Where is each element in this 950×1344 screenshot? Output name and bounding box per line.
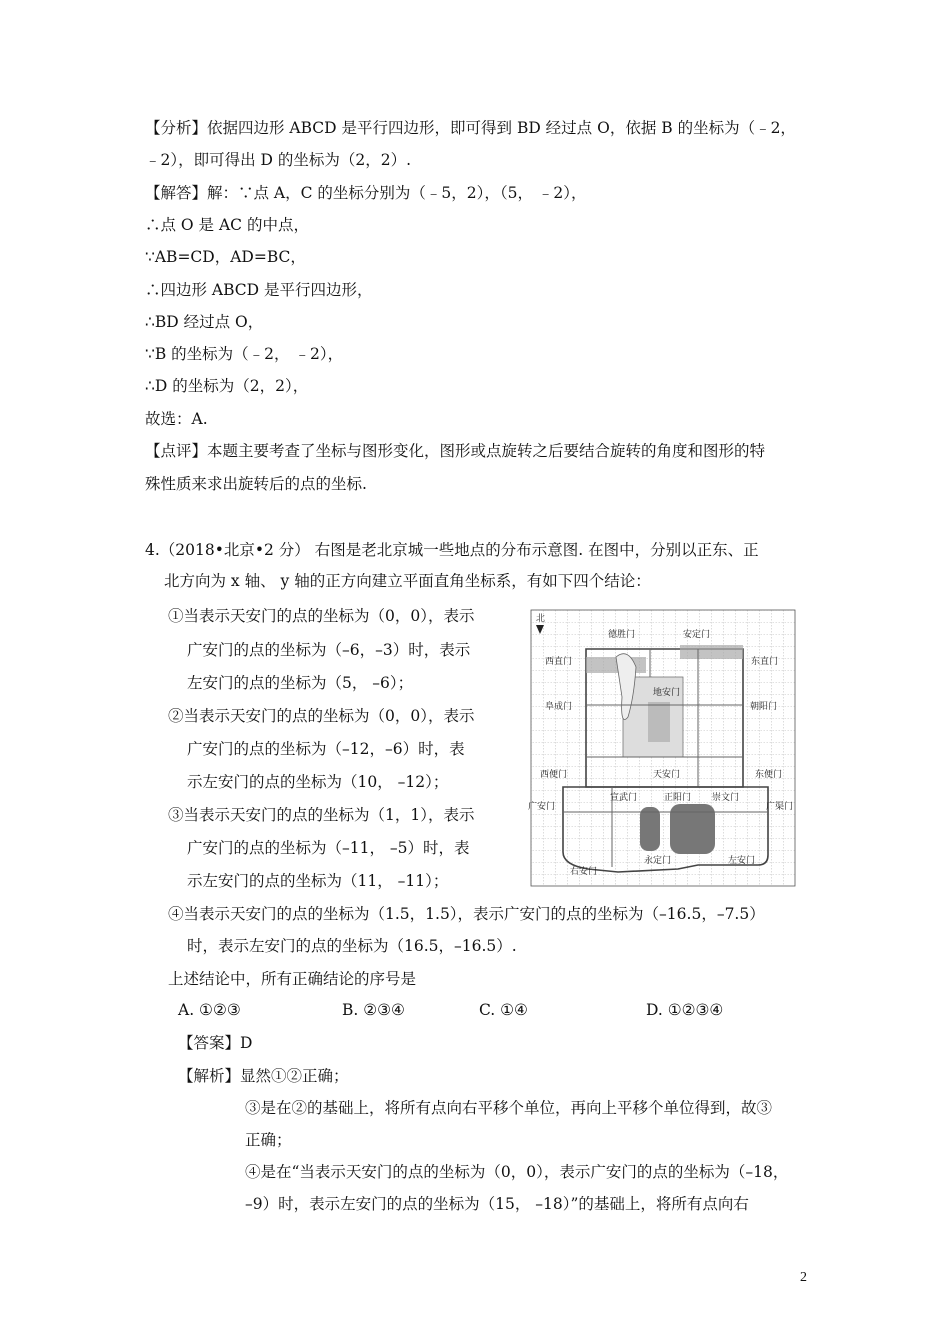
- label-yongdingmen: 永定门: [644, 856, 672, 866]
- question-stem-line-1: 4.（2018•北京•2 分） 右图是老北京城一些地点的分布示意图. 在图中，分别以正东、正: [145, 541, 759, 559]
- explanation-line-1: 【解析】显然①②正确；: [178, 1067, 349, 1085]
- temple-west: [640, 807, 660, 851]
- explanation-line-5: –9）时，表示左安门的点的坐标为（15， –18）”的基础上，将所有点向右: [245, 1195, 749, 1213]
- question-prompt: 上述结论中，所有正确结论的序号是: [168, 970, 417, 988]
- solution-line-4: ∴四边形 ABCD 是平行四边形，: [145, 281, 373, 299]
- label-zuoanmen: 左安门: [728, 856, 756, 866]
- option-b: B. ②③④: [342, 1001, 405, 1019]
- solution-line-5: ∴BD 经过点 O，: [145, 313, 264, 331]
- statement-4-line-1: ④当表示天安门的点的坐标为（1.5，1.5），表示广安门的点的坐标为（–16.5，–7.5）: [168, 905, 765, 923]
- statement-2-line-2: 广安门的点的坐标为（–12，–6）时，表: [187, 740, 465, 758]
- statement-3-line-3: 示左安门的点的坐标为（11， –11）；: [187, 872, 449, 890]
- solution-line-1: 【解答】解：∵点 A，C 的坐标分别为（﹣5，2），（5， ﹣2），: [145, 184, 587, 202]
- analysis-line-2: ﹣2），即可得出 D 的坐标为（2，2）.: [145, 151, 412, 169]
- statement-1-line-2: 广安门的点的坐标为（–6，–3）时，表示: [187, 641, 471, 659]
- option-d: D. ①②③④: [646, 1001, 724, 1019]
- label-xuanwumen: 宣武门: [610, 793, 638, 803]
- label-youanmen: 右安门: [570, 867, 598, 877]
- label-dianmen: 地安门: [653, 688, 681, 698]
- statement-2-line-3: 示左安门的点的坐标为（10， –12）；: [187, 773, 449, 791]
- solution-line-6: ∵B 的坐标为（﹣2， ﹣2），: [145, 345, 344, 363]
- label-chaoyangmen: 朝阳门: [750, 702, 778, 712]
- explanation-line-2: ③是在②的基础上，将所有点向右平移个单位，再向上平移个单位得到，故③: [245, 1099, 773, 1117]
- statement-4-line-2: 时，表示左安门的点的坐标为（16.5，–16.5）.: [187, 937, 517, 955]
- label-guanganmen: 广安门: [528, 802, 556, 812]
- north-label: 北: [536, 614, 546, 624]
- shade-east: [680, 645, 743, 659]
- explanation-line-3: 正确；: [245, 1131, 292, 1149]
- option-a: A. ①②③: [178, 1001, 241, 1019]
- label-fuchengmen: 阜成门: [545, 702, 573, 712]
- label-dongzhimen: 东直门: [751, 657, 779, 667]
- solution-line-3: ∵AB=CD，AD=BC，: [145, 248, 306, 266]
- label-guangqumen: 广渠门: [766, 802, 794, 812]
- analysis-line-1: 【分析】依据四边形 ABCD 是平行四边形，即可得到 BD 经过点 O，依据 B 的坐标为（﹣2，: [145, 119, 796, 137]
- label-tiananmen: 天安门: [653, 770, 681, 780]
- label-xizhimen: 西直门: [545, 657, 573, 667]
- label-andingmen: 安定门: [683, 630, 711, 640]
- solution-line-7: ∴D 的坐标为（2，2），: [145, 377, 309, 395]
- comment-line-2: 殊性质来求出旋转后的点的坐标.: [145, 475, 367, 493]
- label-xibianmen: 西便门: [540, 770, 568, 780]
- forbidden-city: [648, 702, 670, 742]
- solution-line-2: ∴点 O 是 AC 的中点，: [145, 216, 309, 234]
- label-dongbianmen: 东便门: [755, 770, 783, 780]
- statement-1-line-1: ①当表示天安门的点的坐标为（0，0），表示: [168, 607, 475, 625]
- question-stem-line-2: 北方向为 x 轴、 y 轴的正方向建立平面直角坐标系，有如下四个结论：: [164, 572, 651, 590]
- statement-1-line-3: 左安门的点的坐标为（5， –6）；: [187, 674, 414, 692]
- page-number: 2: [800, 1270, 807, 1285]
- statement-2-line-1: ②当表示天安门的点的坐标为（0，0），表示: [168, 707, 475, 725]
- answer: 【答案】D: [178, 1034, 253, 1052]
- solution-line-8: 故选：A.: [145, 410, 208, 428]
- comment-line-1: 【点评】本题主要考查了坐标与图形变化，图形或点旋转之后要结合旋转的角度和图形的特: [145, 442, 766, 460]
- label-zhengyangmen: 正阳门: [664, 793, 692, 803]
- option-c: C. ①④: [479, 1001, 528, 1019]
- explanation-line-4: ④是在“当表示天安门的点的坐标为（0，0），表示广安门的点的坐标为（–18，: [245, 1163, 789, 1181]
- label-chongwenmen: 崇文门: [712, 793, 740, 803]
- beijing-map-figure: [528, 607, 798, 890]
- statement-3-line-2: 广安门的点的坐标为（–11， –5）时，表: [187, 839, 470, 857]
- statement-3-line-1: ③当表示天安门的点的坐标为（1，1），表示: [168, 806, 475, 824]
- label-deshengmen: 德胜门: [608, 630, 636, 640]
